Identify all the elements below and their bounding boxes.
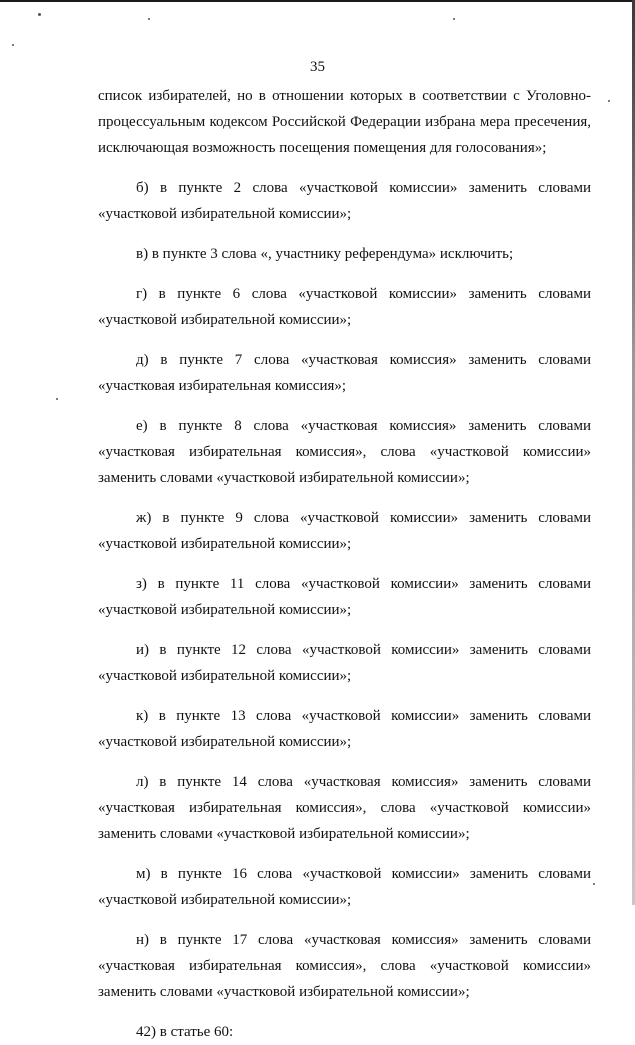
- paragraph-article-heading: 42) в статье 60:: [136, 1024, 234, 1040]
- paragraph-item-k: к) в пункте 13 слова «участковой комиссии» заменить словами «участковой избирательной комиссии»;: [98, 708, 591, 750]
- paragraph-item-z: з) в пункте 11 слова «участковой комиссии» заменить словами «участковой избирательной комиссии»;: [98, 576, 591, 618]
- scan-speck: [12, 44, 14, 46]
- paragraph-item-l: л) в пункте 14 слова «участковая комиссия» заменить словами «участковая избирательная комиссия», слова «участковой комиссии» заменить словами «участковой избирательной комиссии»;: [98, 774, 591, 842]
- scan-speck: [38, 13, 41, 16]
- scan-top-edge: [0, 0, 635, 2]
- paragraph-item-d: д) в пункте 7 слова «участковая комиссия» заменить словами «участковая избирательная комиссия»;: [98, 352, 591, 394]
- paragraph-item-i: и) в пункте 12 слова «участковой комиссии» заменить словами «участковой избирательной комиссии»;: [98, 642, 591, 684]
- paragraph-item-m: м) в пункте 16 слова «участковой комиссии» заменить словами «участковой избирательной комиссии»;: [98, 866, 591, 908]
- paragraph-item-n: н) в пункте 17 слова «участковая комиссия» заменить словами «участковая избирательная комиссия», слова «участковой комиссии» заменить словами «участковой избирательной комиссии»;: [98, 932, 591, 1000]
- scan-speck: [56, 398, 58, 400]
- paragraph-item-e: е) в пункте 8 слова «участковая комиссия» заменить словами «участковая избирательная комиссия», слова «участковой комиссии» заменить словами «участковой избирательной комиссии»;: [98, 418, 591, 486]
- paragraph-item-v: в) в пункте 3 слова «, участнику референдума» исключить;: [136, 246, 514, 262]
- scan-speck: [593, 883, 595, 885]
- paragraph-item-zh: ж) в пункте 9 слова «участковой комиссии» заменить словами «участковой избирательной комиссии»;: [98, 510, 591, 552]
- page-number: 35: [310, 59, 325, 75]
- paragraph-item-b: б) в пункте 2 слова «участковой комиссии» заменить словами «участковой избирательной комиссии»;: [98, 180, 591, 222]
- paragraph-item-g: г) в пункте 6 слова «участковой комиссии» заменить словами «участковой избирательной комиссии»;: [98, 286, 591, 328]
- scan-speck: [608, 100, 610, 102]
- scan-speck: [148, 18, 150, 20]
- scan-speck: [453, 18, 455, 20]
- paragraph-continuation: список избирателей, но в отношении которых в соответствии с Уголовно-процессуальным кодексом Российской Федерации избрана мера пресечения, исключающая возможность посещения помещения для голосования»;: [98, 88, 591, 156]
- document-body: [98, 83, 591, 1045]
